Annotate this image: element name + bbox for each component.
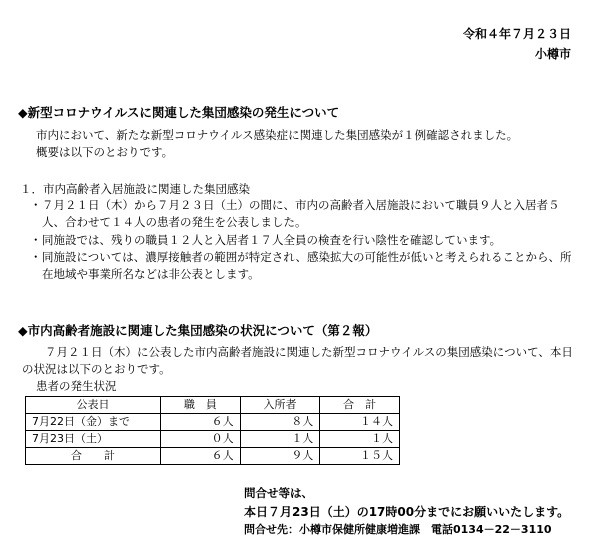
bullet-text: 同施設では、残りの職員１２人と入居者１７人全員の検査を行い陰性を確認しています。 xyxy=(42,232,502,247)
patient-summary-table xyxy=(25,396,400,465)
section2-heading: ◆市内高齢者施設に関連した集団感染の状況について（第２報） xyxy=(18,323,378,338)
table-row xyxy=(26,431,400,448)
cell-total: １４人 xyxy=(320,414,400,431)
header-staff: 職 員 xyxy=(161,397,241,414)
cell-residents: ９人 xyxy=(240,448,320,465)
cell-date: 7月22日（金）まで xyxy=(26,414,161,431)
table-header-row xyxy=(26,397,400,414)
cell-staff: ６人 xyxy=(161,414,241,431)
section1-intro-line: 市内において、新たな新型コロナウイルス感染症に関連した集団感染が１例確認されました。 xyxy=(36,128,519,142)
section1-intro xyxy=(36,127,582,162)
section1-bullet-list xyxy=(30,197,578,283)
bullet-item xyxy=(30,249,578,284)
contact-details: 問合せ先：小樽市保健所健康増進課 電話0134－22－3110 xyxy=(244,523,552,536)
bullet-item xyxy=(30,197,578,232)
cell-total: １５人 xyxy=(320,448,400,465)
document-date-block xyxy=(463,24,571,64)
bullet-item xyxy=(30,232,578,249)
cell-residents: １人 xyxy=(240,431,320,448)
contact-intro: 問合せ等は、 xyxy=(244,486,313,500)
header-total: 合 計 xyxy=(320,397,400,414)
contact-deadline: 本日７月23日（土）の17時00分までにお願いいたします。 xyxy=(244,505,570,519)
section1-item-title: １．市内高齢者入居施設に関連した集団感染 xyxy=(20,182,250,196)
table-caption: 患者の発生状況 xyxy=(36,379,117,393)
table-row xyxy=(26,414,400,431)
cell-total: １人 xyxy=(320,431,400,448)
document-date: 令和４年７月２３日 xyxy=(462,27,571,41)
bullet-mark: ・ xyxy=(30,198,42,212)
section1-intro-line: 概要は以下のとおりです。 xyxy=(36,145,174,160)
cell-staff: ０人 xyxy=(161,431,241,448)
bullet-text: 同施設については、濃厚接触者の範囲が特定され、感染拡大の可能性が低いと考えられることから、所在地域や事業所名などは非公表とします。 xyxy=(42,249,572,281)
cell-date: 7月23日（土） xyxy=(26,431,161,448)
bullet-text: ７月２１日（木）から７月２３日（土）の間に、市内の高齢者入居施設において職員９人と入居者５人、合わせて１４人の患者の発生を公表しました。 xyxy=(42,198,560,230)
cell-staff: ６人 xyxy=(161,448,241,465)
section1-heading: ◆新型コロナウイルスに関連した集団感染の発生について xyxy=(18,105,340,120)
section2-intro: ７月２１日（木）に公表した市内高齢者施設に関連した新型コロナウイルスの集団感染について、本日の状況は以下のとおりです。 xyxy=(22,345,573,377)
cell-total-label: 合 計 xyxy=(26,448,161,465)
header-date: 公表日 xyxy=(26,397,161,414)
table-total-row xyxy=(26,448,400,465)
header-residents: 入所者 xyxy=(240,397,320,414)
document-issuer: 小樽市 xyxy=(534,47,571,61)
cell-residents: ８人 xyxy=(240,414,320,431)
bullet-mark: ・ xyxy=(30,232,42,247)
bullet-mark: ・ xyxy=(30,249,42,264)
